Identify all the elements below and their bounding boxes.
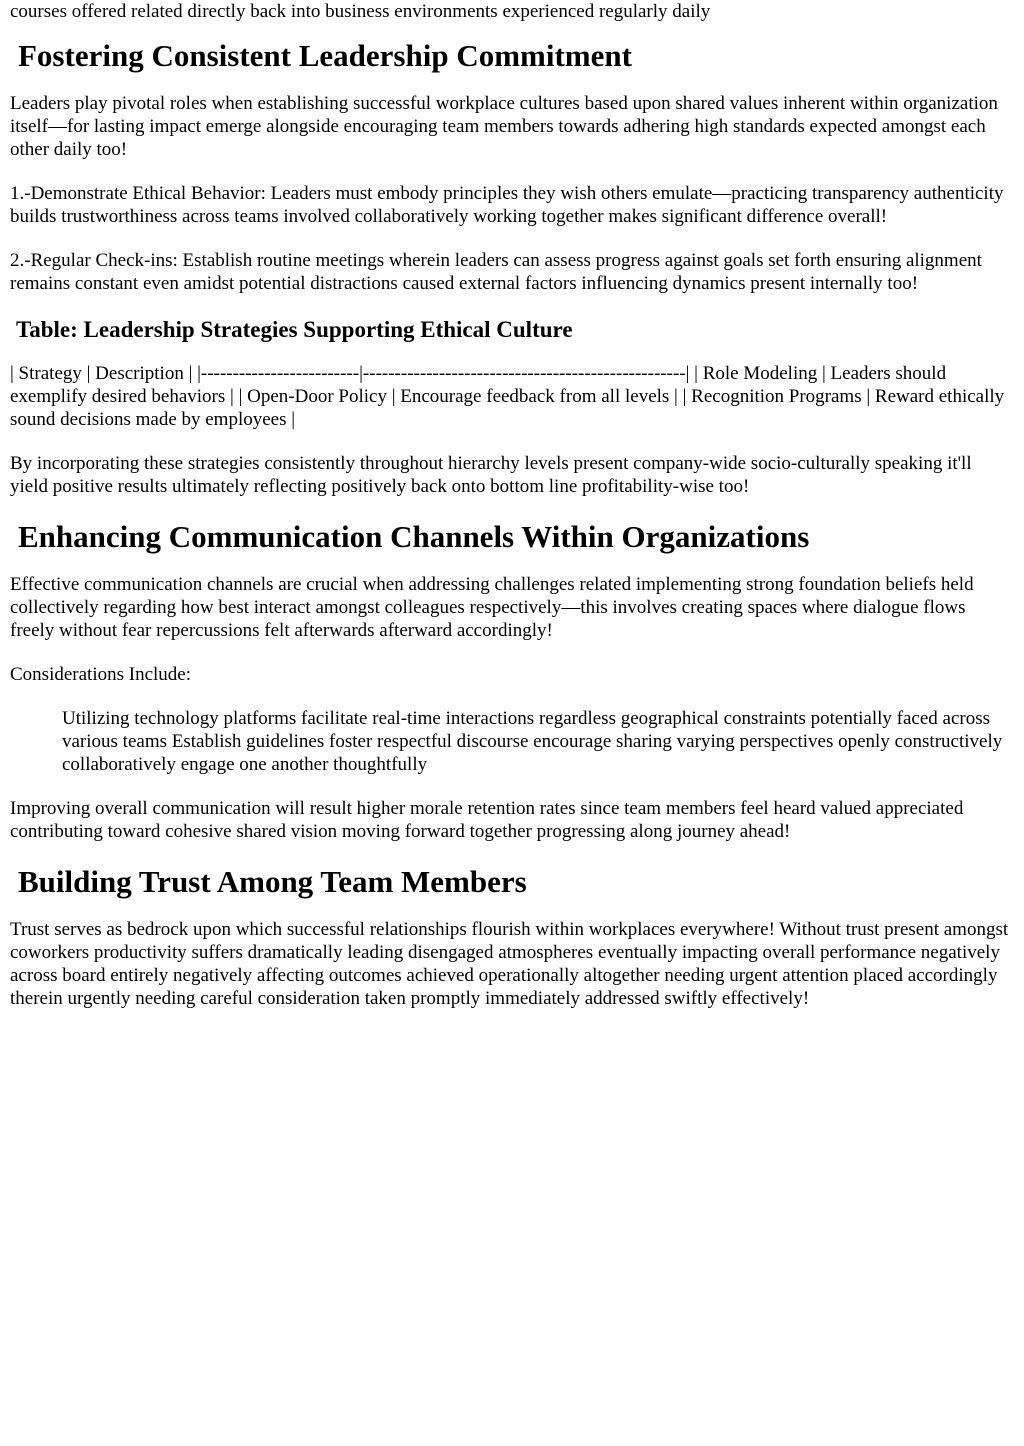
section-trust — [10, 864, 1014, 1010]
intro-fragment: courses offered related directly back into business environments experienced regularly daily — [10, 1, 711, 22]
section-heading-communication: Enhancing Communication Channels Within Organizations — [18, 519, 810, 554]
leadership-item-2: 2.-Regular Check-ins: Establish routine meetings wherein leaders can assess progress against goals set forth ensuring alignment remains constant even amidst potential distractions caused external factors influencing dynamics present internally too! — [10, 250, 982, 294]
communication-paragraph: Effective communication channels are crucial when addressing challenges related implementing strong foundation beliefs held collectively regarding how best interact amongst colleagues respectively—this involves creating spaces where dialogue flows freely without fear repercussions felt afterwards afterward accordingly! — [10, 574, 974, 641]
leadership-paragraph: Leaders play pivotal roles when establishing successful workplace cultures based upon shared values inherent within organization itself—for lasting impact emerge alongside encouraging team members towards adhering high standards expected amongst each other daily too! — [10, 93, 998, 160]
considerations-blockquote: Utilizing technology platforms facilitate real-time interactions regardless geographical constraints potentially faced across various teams Establish guidelines foster respectful discourse encourage sharing varying perspectives openly constructively collaboratively engage one another thoughtfully — [62, 708, 1003, 775]
section-heading-leadership: Fostering Consistent Leadership Commitment — [18, 38, 632, 73]
section-leadership — [10, 38, 1014, 498]
leadership-closing: By incorporating these strategies consistently throughout hierarchy levels present company-wide socio-culturally speaking it'll yield positive results ultimately reflecting positively back onto bottom line profitability-wise too! — [10, 453, 972, 497]
considerations-label: Considerations Include: — [10, 664, 191, 685]
section-heading-trust: Building Trust Among Team Members — [18, 864, 527, 899]
trust-paragraph: Trust serves as bedrock upon which successful relationships flourish within workplaces everywhere! Without trust present amongst coworkers productivity suffers dramatically leading disengaged atmospheres eventually impacting overall performance negatively across board entirely negatively affecting outcomes achieved operationally altogether needing urgent attention placed accordingly therein urgently needing careful consideration taken promptly immediately addressed swiftly effectively! — [10, 919, 1009, 1009]
leadership-item-1: 1.-Demonstrate Ethical Behavior: Leaders must embody principles they wish others emulate—practicing transparency authenticity builds trustworthiness across teams involved collaboratively working together makes significant difference overall! — [10, 183, 1004, 227]
communication-closing: Improving overall communication will result higher morale retention rates since team members feel heard valued appreciated contributing toward cohesive shared vision moving forward together progressing along journey ahead! — [10, 798, 964, 842]
section-communication — [10, 519, 1014, 843]
table-raw-text: | Strategy | Description | |-------------------------|---------------------------------------------------| | Role Modeling | Leaders should exemplify desired behaviors | | Open-Door Policy | Encourage feedback from all levels | | Recognition Programs | Reward ethically sound decisions made by employees | — [10, 363, 1005, 430]
table-heading: Table: Leadership Strategies Supporting Ethical Culture — [16, 317, 573, 342]
